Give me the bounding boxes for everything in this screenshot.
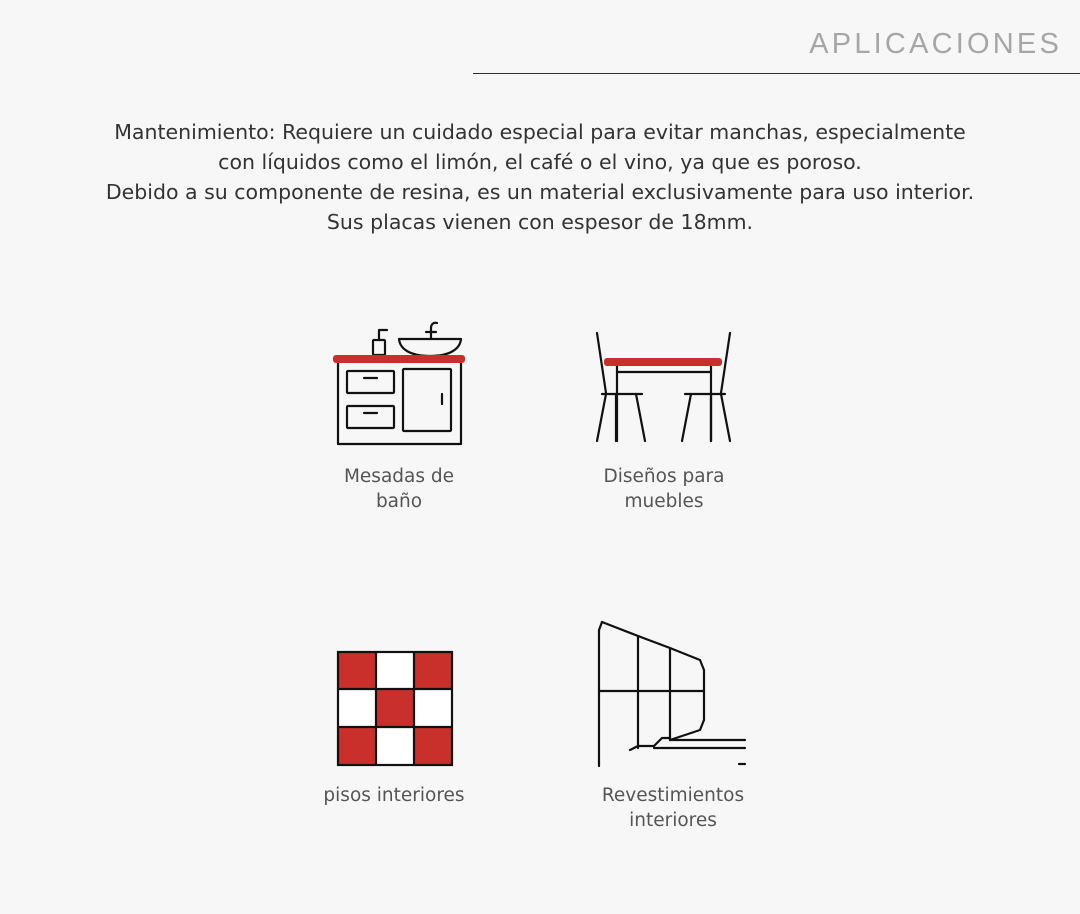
- table-chairs-icon: [590, 328, 738, 446]
- card-label-line: baño: [375, 491, 423, 512]
- card-label: [554, 464, 774, 514]
- description-block: [0, 117, 1080, 237]
- page-title: APLICACIONES: [809, 28, 1062, 60]
- wall-cladding-icon: [592, 616, 750, 770]
- card-label: [563, 783, 783, 833]
- card-label-line: Mesadas de: [343, 466, 455, 487]
- card-label-line: Revestimientos: [601, 785, 745, 806]
- title-divider: [473, 73, 1080, 74]
- card-label-line: pisos interiores: [323, 785, 465, 806]
- card-label-line: Diseños para: [603, 466, 725, 487]
- card-label-line: interiores: [629, 810, 717, 831]
- card-label: [284, 783, 504, 808]
- card-label-line: muebles: [624, 491, 704, 512]
- description-line: Sus placas vienen con espesor de 18mm.: [326, 210, 754, 234]
- checkered-floor-icon: [336, 650, 454, 768]
- description-line: Mantenimiento: Requiere un cuidado especial para evitar manchas, especialmente: [114, 120, 966, 144]
- description-line: Debido a su componente de resina, es un material exclusivamente para uso interior.: [105, 180, 975, 204]
- bathroom-vanity-icon: [330, 318, 470, 448]
- card-label: [289, 464, 509, 514]
- description-line: con líquidos como el limón, el café o el vino, ya que es poroso.: [218, 150, 862, 174]
